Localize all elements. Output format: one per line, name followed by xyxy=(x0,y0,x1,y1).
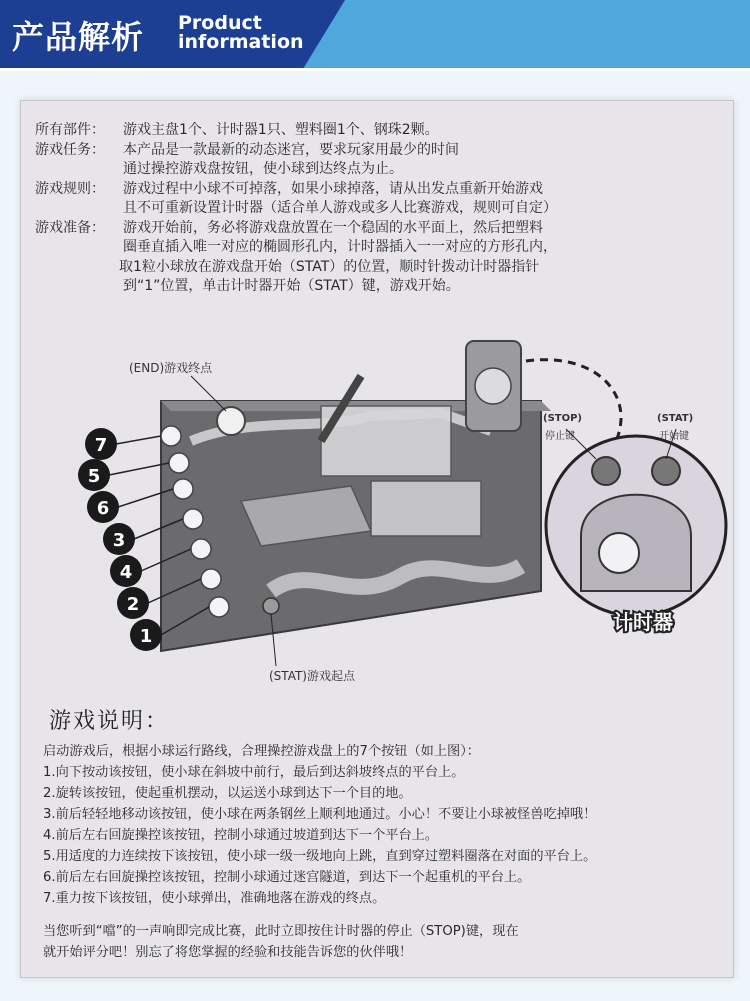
intro-row xyxy=(35,141,725,180)
intro-value xyxy=(123,141,725,180)
rule-line: 5.用适度的力连续按下该按钮，使小球一级一级地向上跳，直到穿过塑料圈落在对面的平台上。 xyxy=(43,849,597,864)
intro-key: 游戏准备： xyxy=(35,219,105,236)
banner-title-en xyxy=(178,14,304,52)
banner-title-en-1: Product xyxy=(178,12,262,34)
rule-line: 2.旋转该按钮，使起重机摆动，以运送小球到达下一个目的地。 xyxy=(43,786,412,801)
intro-line: 游戏主盘1个、计时器1只、塑料圈1个、钢珠2颗。 xyxy=(123,122,439,138)
stop-key-en: (STOP) xyxy=(543,413,582,424)
rule-line: 1.向下按动该按钮，使小球在斜坡中前行，最后到达斜坡终点的平台上。 xyxy=(43,765,465,780)
rule-line: 7.重力按下该按钮，使小球弹出，准确地落在游戏的终点。 xyxy=(43,891,386,906)
intro-line: 游戏过程中小球不可掉落，如果小球掉落，请从出发点重新开始游戏 xyxy=(123,180,543,197)
start-label: (STAT)游戏起点 xyxy=(269,669,355,683)
game-board-illustration xyxy=(21,321,733,701)
game-diagram xyxy=(21,321,733,701)
banner-title-en-2: information xyxy=(178,31,304,53)
rule-line: 3.前后轻轻地移动该按钮，使小球在两条钢丝上顺利地通过。小心！不要让小球被怪兽吃掉哦！ xyxy=(43,807,597,822)
outro-line: 就开始评分吧！别忘了将您掌握的经验和技能告诉您的伙伴哦！ xyxy=(43,945,413,960)
button-number: 4 xyxy=(119,562,133,583)
end-label: (END)游戏终点 xyxy=(129,361,213,375)
intro-extra-line: 取1粒小球放在游戏盘开始（STAT）的位置，顺时针拨动计时器指针 xyxy=(119,258,540,275)
intro-extra-line: 到“1”位置，单击计时器开始（STAT）键，游戏开始。 xyxy=(123,278,460,294)
intro-row xyxy=(35,180,725,219)
rule-line: 4.前后左右回旋操控该按钮，控制小球通过坡道到达下一个平台上。 xyxy=(43,828,439,843)
button-number: 6 xyxy=(96,498,110,519)
intro-value xyxy=(123,219,725,258)
intro-line: 圈垂直插入唯一对应的椭圆形孔内，计时器插入一一对应的方形孔内， xyxy=(123,239,557,255)
rule-line: 启动游戏后，根据小球运行路线，合理操控游戏盘上的7个按钮（如上图）： xyxy=(43,744,480,759)
intro-line: 且不可重新设置计时器（适合单人游戏或多人比赛游戏，规则可自定） xyxy=(123,200,557,216)
intro-line: 本产品是一款最新的动态迷宫，要求玩家用最少的时间 xyxy=(123,141,459,158)
section-title: 游戏说明： xyxy=(49,709,170,734)
intro-key: 游戏规则： xyxy=(35,180,105,197)
intro-line: 游戏开始前，务必将游戏盘放置在一个稳固的水平面上，然后把塑料 xyxy=(123,219,543,236)
button-number: 2 xyxy=(126,594,140,615)
rule-line: 6.前后左右回旋操控该按钮，控制小球通过迷宫隧道，到达下一个起重机的平台上。 xyxy=(43,870,531,885)
intro-key: 游戏任务： xyxy=(35,141,105,158)
outro-block xyxy=(43,921,729,963)
banner-title-cn: 产品解析 xyxy=(12,18,145,56)
header-banner xyxy=(0,0,750,68)
button-number: 5 xyxy=(87,466,101,487)
button-number: 7 xyxy=(94,435,108,456)
intro-row xyxy=(35,121,725,141)
intro-key: 所有部件： xyxy=(35,122,105,138)
intro-block xyxy=(35,121,725,297)
stop-key-cn: 停止键 xyxy=(545,431,575,442)
rules-list xyxy=(43,741,729,909)
button-number: 3 xyxy=(112,530,126,551)
stat-key-cn: 开始键 xyxy=(659,431,689,442)
intro-line: 通过操控游戏盘按钮，使小球到达终点为止。 xyxy=(123,161,403,177)
timer-label: 计时器 xyxy=(613,610,673,634)
intro-value xyxy=(123,180,725,219)
button-number: 1 xyxy=(139,626,153,647)
instruction-sheet xyxy=(20,100,734,978)
intro-row xyxy=(35,219,725,258)
outro-line: 当您听到“噹”的一声响即完成比赛，此时立即按住计时器的停止（STOP)键，现在 xyxy=(43,924,519,939)
intro-value xyxy=(123,121,725,141)
banner-divider xyxy=(0,68,750,71)
stat-key-en: (STAT) xyxy=(657,413,694,424)
